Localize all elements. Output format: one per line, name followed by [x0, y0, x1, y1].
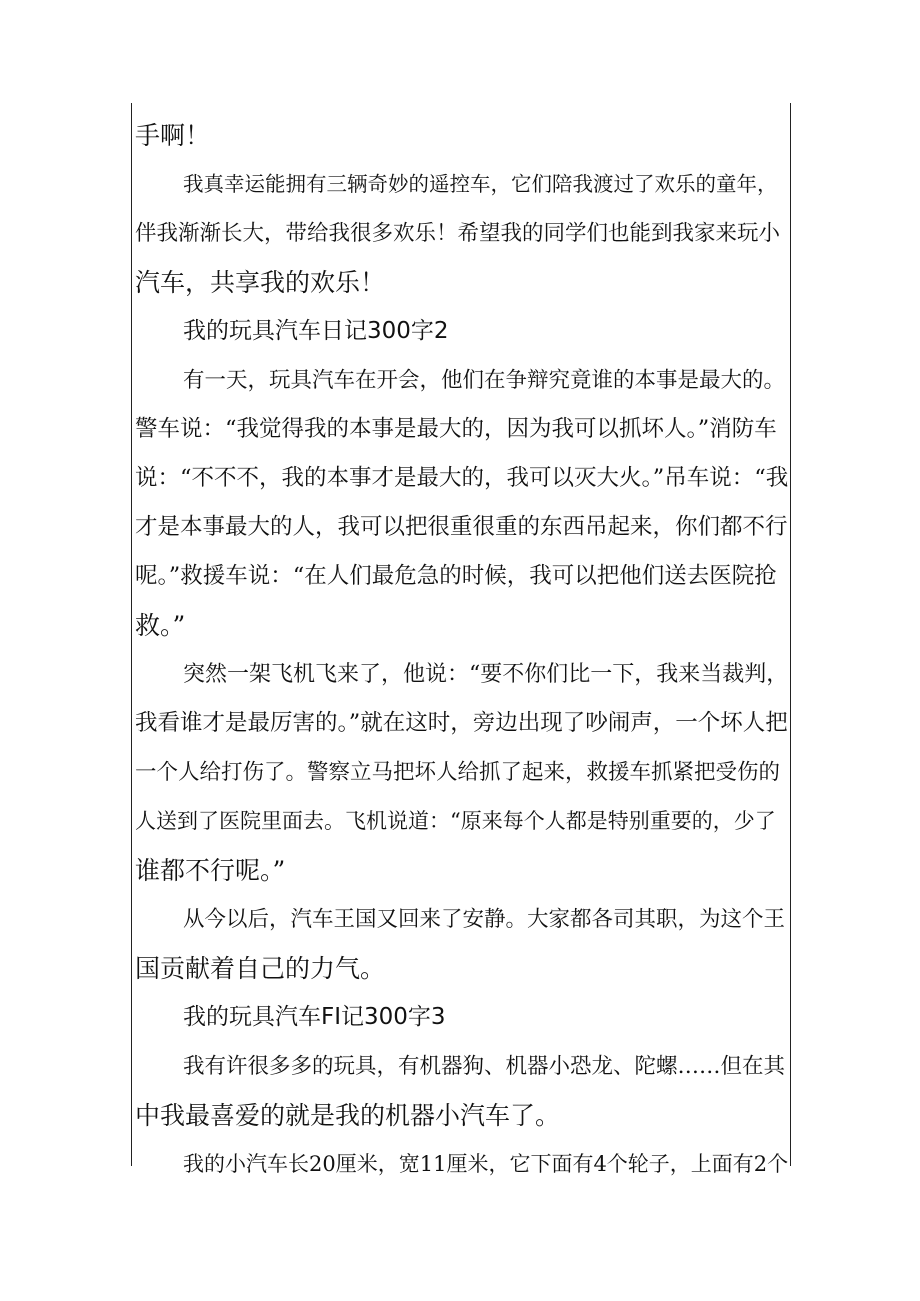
text-line: 我看谁才是最厉害的。”就在这时，旁边出现了吵闹声，一个坏人把 — [135, 710, 788, 736]
table-border-left — [131, 103, 132, 1166]
text-line: 伴我渐渐长大，带给我很多欢乐！希望我的同学们也能到我家来玩小 — [135, 221, 781, 246]
text-line: 谁都不行呢。” — [135, 856, 286, 885]
text-line: 呢。”救援车说：“在人们最危急的时候，我可以把他们送去医院抢 — [135, 563, 777, 589]
text-line: 我有许很多多的玩具，有机器狗、机器小恐龙、陀螺……但在其 — [183, 1054, 786, 1079]
section-heading: 我的玩具汽车日记300字2 — [183, 318, 449, 344]
section-heading: 我的玩具汽车FI记300字3 — [183, 1004, 446, 1030]
text-line: 手啊！ — [135, 121, 211, 150]
text-line: 突然一架飞机飞来了，他说：“要不你们比一下，我来当裁判， — [183, 662, 789, 687]
text-line: 中我最喜爱的就是我的机器小汽车了。 — [135, 1101, 561, 1130]
text-line: 一个人给打伤了。警察立马把坏人给抓了起来，救援车抓紧把受伤的 — [135, 760, 781, 785]
text-line: 国贡献着自己的力气。 — [135, 954, 386, 983]
text-line: 救。” — [135, 611, 186, 640]
text-line: 从今以后，汽车王国又回来了安静。大家都各司其职，为这个王 — [183, 907, 786, 932]
table-border-right — [790, 103, 791, 1166]
text-line: 有一天，玩具汽车在开会，他们在争辩究竟谁的本事是最大的。 — [183, 368, 786, 393]
text-line: 说：“不不不，我的本事才是最大的，我可以灭大火。”吊车说：“我 — [135, 465, 789, 491]
text-line: 汽车，共享我的欢乐！ — [135, 268, 386, 297]
text-line: 我的小汽车长20厘米，宽11厘米，它下面有4个轮子，上面有2个 — [183, 1152, 789, 1176]
document-body — [135, 111, 789, 1189]
text-line: 警车说：“我觉得我的本事是最大的，因为我可以抓坏人。”消防车 — [135, 416, 777, 442]
text-line: 人送到了医院里面去。飞机说道：“原来每个人都是特别重要的，少了 — [135, 809, 776, 833]
text-line: 我真幸运能拥有三辆奇妙的遥控车，它们陪我渡过了欢乐的童年， — [183, 172, 778, 196]
text-line: 才是本事最大的人，我可以把很重很重的东西吊起来，你们都不行 — [135, 514, 788, 540]
